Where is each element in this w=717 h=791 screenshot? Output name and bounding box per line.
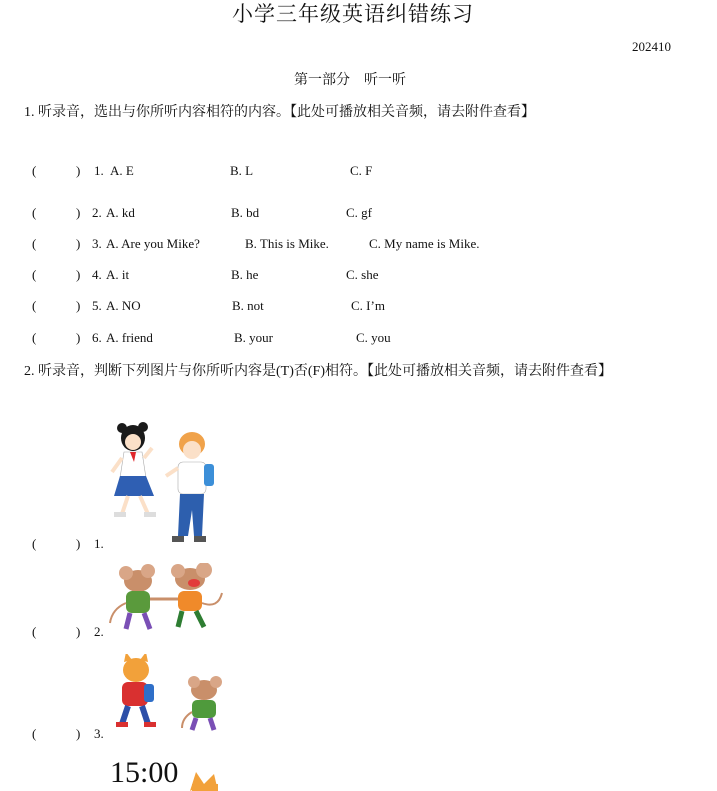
item-number: 3. [94, 726, 104, 741]
girl-and-boy-illustration [108, 418, 224, 548]
choice-row-6 [0, 330, 717, 350]
paren-close: ) [76, 624, 81, 639]
paren-open: ( [32, 298, 37, 313]
page-title: 小学三年级英语纠错练习 [232, 2, 474, 26]
paren-open: ( [32, 624, 37, 639]
option-c: C. I’m [351, 298, 385, 313]
option-a: A. friend [106, 330, 153, 345]
paren-open: ( [32, 330, 37, 345]
tf-row-2 [0, 624, 717, 644]
option-b: B. your [234, 330, 273, 345]
option-b: B. This is Mike. [245, 236, 329, 251]
item-number: 1. [94, 163, 104, 178]
paren-close: ) [76, 536, 81, 551]
paren-close: ) [76, 298, 81, 313]
paren-close: ) [76, 205, 81, 220]
option-a: A. NO [106, 298, 141, 313]
item-number: 5. [92, 298, 102, 313]
paren-open: ( [32, 726, 37, 741]
paren-open: ( [32, 536, 37, 551]
paren-open: ( [32, 267, 37, 282]
item-number: 6. [92, 330, 102, 345]
paren-close: ) [76, 267, 81, 282]
item-number: 3. [92, 236, 102, 251]
cat-head-partial-illustration [186, 770, 222, 791]
option-a: A. kd [106, 205, 135, 220]
paren-close: ) [76, 163, 81, 178]
option-c: C. she [346, 267, 379, 282]
choice-row-5 [0, 298, 717, 318]
paren-close: ) [76, 330, 81, 345]
option-b: B. not [232, 298, 264, 313]
tf-row-3 [0, 726, 717, 746]
date-label: 202410 [632, 39, 671, 54]
option-b: B. bd [231, 205, 260, 220]
paren-open: ( [32, 236, 37, 251]
item-number: 2. [92, 205, 102, 220]
option-a: A. E [110, 163, 134, 178]
item-number: 1. [94, 536, 104, 551]
item-number: 2. [94, 624, 104, 639]
clock-time-text: 15:00 [110, 756, 179, 789]
paren-close: ) [76, 236, 81, 251]
question-2-prompt: 2. 听录音，判断下列图片与你所听内容是(T)否(F)相符。【此处可播放相关音频，请去附件查看】 [24, 364, 612, 379]
option-a: A. it [106, 267, 130, 282]
option-c: C. you [356, 330, 391, 345]
choice-row-3 [0, 236, 717, 256]
question-1-prompt: 1. 听录音，选出与你所听内容相符的内容。【此处可播放相关音频，请去附件查看】 [24, 105, 535, 120]
option-a: A. Are you Mike? [106, 236, 200, 251]
section-title: 第一部分 听一听 [294, 73, 406, 88]
paren-open: ( [32, 163, 37, 178]
paren-open: ( [32, 205, 37, 220]
tf-row-1 [0, 536, 717, 556]
option-b: B. he [231, 267, 259, 282]
cat-and-mouse-illustration [108, 654, 230, 734]
option-b: B. L [230, 163, 254, 178]
option-c: C. F [350, 163, 373, 178]
option-c: C. My name is Mike. [369, 236, 480, 251]
paren-close: ) [76, 726, 81, 741]
item-number: 4. [92, 267, 102, 282]
choice-row-2 [0, 205, 717, 225]
choice-row-4 [0, 267, 717, 287]
option-c: C. gf [346, 205, 372, 220]
choice-row-1 [0, 163, 717, 183]
